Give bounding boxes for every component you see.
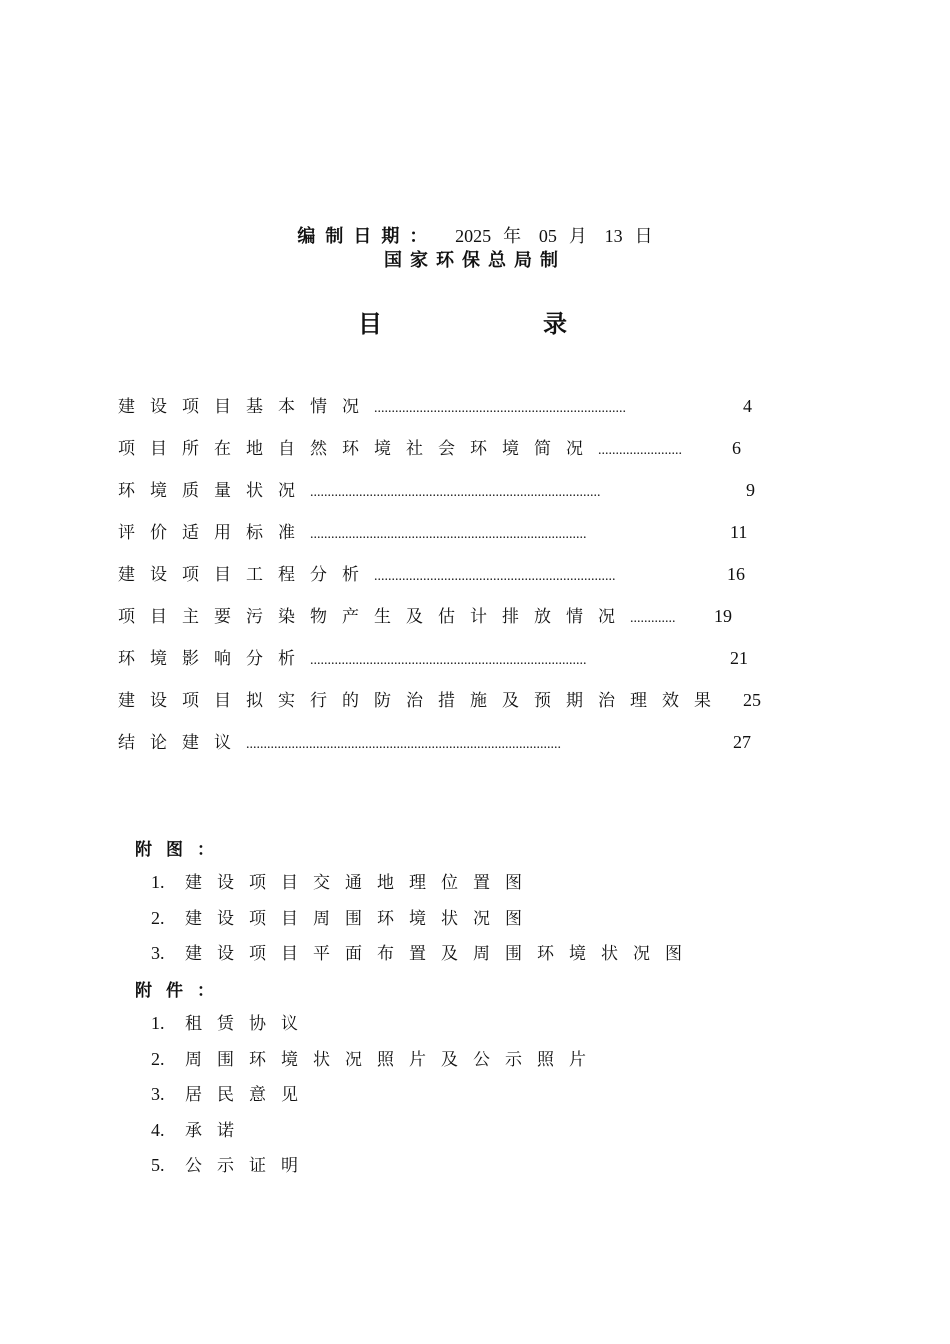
toc-entry[interactable]: [118, 638, 808, 680]
toc-page-number: 6: [732, 438, 741, 458]
attachment-item-text: 周围环境状况照片及公示照片: [185, 1049, 601, 1070]
compile-month: 05: [538, 226, 557, 246]
toc-entry[interactable]: [118, 428, 808, 470]
toc-leader-dots: ........................................................................: [374, 401, 626, 416]
toc-leader-dots: .............: [630, 611, 676, 626]
toc-entry-text: 环境影响分析: [118, 649, 310, 669]
attachment-item: [135, 1006, 601, 1042]
toc-entry[interactable]: [118, 470, 808, 512]
attachment-item-number: 1.: [151, 1013, 165, 1033]
toc-page-number: 27: [733, 732, 751, 752]
compile-year: 2025: [455, 226, 492, 246]
toc-title-right: 录: [543, 309, 567, 338]
toc-entry-text: 项目所在地自然环境社会环境简况: [118, 439, 598, 459]
toc-entry[interactable]: [118, 596, 808, 638]
toc-page-number: 19: [714, 606, 732, 626]
issuing-agency: 国家环保总局制: [384, 250, 566, 271]
figure-item: [135, 936, 697, 972]
figures-heading: 附图：: [135, 840, 228, 860]
toc-leader-dots: ........................: [598, 443, 682, 458]
toc-entry-text: 建设项目基本情况: [118, 397, 374, 417]
figure-item-number: 2.: [151, 907, 165, 928]
attachment-item: [135, 1042, 601, 1078]
attachment-item-number: 5.: [151, 1155, 165, 1175]
compile-date-line: [0, 224, 950, 249]
toc-entry[interactable]: [118, 680, 808, 722]
toc-page-number: 21: [730, 648, 748, 668]
toc-entry[interactable]: [118, 512, 808, 554]
toc-page-number: 25: [743, 690, 761, 710]
figure-item-number: 1.: [151, 872, 165, 892]
attachment-item: [135, 1077, 601, 1113]
attachment-item-text: 租赁协议: [185, 1014, 313, 1034]
toc-title-left: 目: [358, 309, 382, 338]
toc-entry-text: 建设项目工程分析: [118, 565, 374, 585]
toc-page-number: 4: [743, 396, 752, 416]
month-unit: 月: [568, 226, 587, 247]
toc-list: [118, 386, 808, 764]
toc-entry-text: 评价适用标准: [118, 523, 310, 543]
attachment-item-text: 公示证明: [185, 1156, 313, 1176]
toc-entry[interactable]: [118, 554, 808, 596]
toc-page-number: 16: [727, 564, 745, 584]
figures-section: [135, 835, 697, 972]
compile-date-label: 编制日期：: [297, 226, 438, 247]
attachment-item-number: 3.: [151, 1084, 165, 1104]
attachment-item-text: 居民意见: [185, 1085, 313, 1105]
toc-leader-dots: ..........................................................................................: [246, 737, 561, 752]
attachments-section: [135, 976, 601, 1184]
figure-item: [135, 865, 697, 901]
toc-leader-dots: .....................................................................: [374, 569, 616, 584]
attachment-item-number: 2.: [151, 1048, 165, 1069]
figure-item-text: 建设项目交通地理位置图: [185, 873, 537, 893]
toc-entry[interactable]: [118, 386, 808, 428]
toc-entry-text: 环境质量状况: [118, 481, 310, 501]
compile-day: 13: [604, 226, 623, 246]
figure-item-text: 建设项目周围环境状况图: [185, 908, 537, 929]
toc-entry-text: 建设项目拟实行的防治措施及预期治理效果: [118, 691, 726, 711]
toc-leader-dots: ...............................................................................: [310, 653, 587, 668]
day-unit: 日: [634, 226, 653, 247]
toc-page-number: 11: [730, 522, 748, 542]
toc-entry-text: 项目主要污染物产生及估计排放情况: [118, 607, 630, 627]
attachment-item: [135, 1148, 601, 1184]
attachments-heading: 附件：: [135, 981, 228, 1001]
toc-leader-dots: ...................................................................................: [310, 485, 601, 500]
figure-item-text: 建设项目平面布置及周围环境状况图: [185, 944, 697, 964]
attachment-item-number: 4.: [151, 1119, 165, 1140]
toc-page-number: 9: [746, 480, 755, 500]
attachment-item-text: 承诺: [185, 1120, 249, 1141]
toc-leader-dots: ...............................................................................: [310, 527, 587, 542]
attachment-item: [135, 1113, 601, 1149]
toc-entry[interactable]: [118, 722, 808, 764]
figure-item-number: 3.: [151, 943, 165, 963]
figure-item: [135, 901, 697, 937]
toc-entry-text: 结论建议: [118, 733, 246, 753]
year-unit: 年: [503, 226, 522, 247]
